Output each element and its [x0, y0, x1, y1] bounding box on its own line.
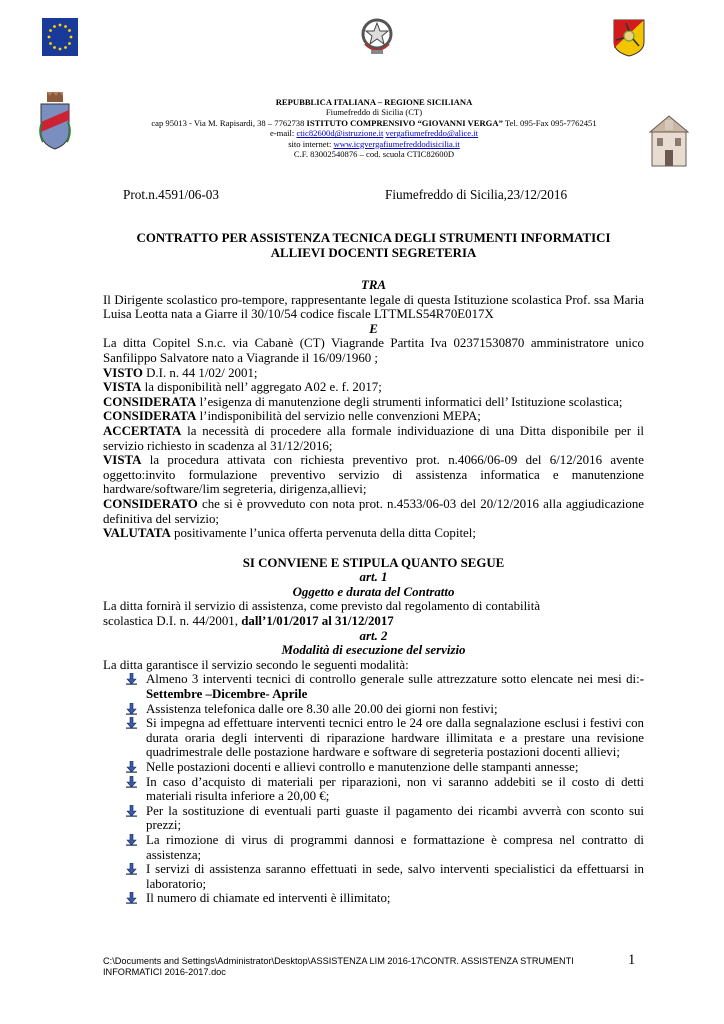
letterhead — [110, 97, 638, 159]
list-item: In caso d’acquisto di materiali per riparazioni, non vi saranno addebiti se il costo di detti materiali risulta inferiore a 20,00 €; — [103, 775, 644, 804]
art1-number: art. 1 — [359, 570, 388, 585]
school-name: ISTITUTO COMPRENSIVO “GIOVANNI VERGA” — [306, 117, 503, 128]
contract-title — [103, 231, 644, 260]
letterhead-site: sito internet: www.icgvergafiumefreddodisicilia.it — [288, 138, 460, 149]
art2-title: Modalità di esecuzione del servizio — [281, 643, 466, 658]
list-item: I servizi di assistenza saranno effettuati in sede, salvo interventi specialistici da effettuarsi in laboratorio; — [103, 862, 644, 891]
sicily-flag-icon — [612, 18, 646, 58]
list-item: Assistenza telefonica dalle ore 8.30 alle 20.00 dei giorni non festivi; — [103, 702, 644, 717]
letterhead-email: e-mail: ctic82600d@istruzione.it vergafiumefreddo@alice.it — [269, 128, 479, 139]
protocol-number: Prot.n.4591/06-03 — [123, 187, 219, 202]
footer-file-path: C:\Documents and Settings\Administrator\Desktop\ASSISTENZA LIM 2016-17\CONTR. ASSISTENZA STRUMENTI INFORMATICI 2016-2017.doc — [103, 956, 574, 977]
e-heading: E — [369, 321, 378, 336]
list-item: Il numero di chiamate ed interventi è illimitato; — [103, 891, 644, 906]
italian-emblem-icon — [357, 14, 397, 58]
place-date: Fiumefreddo di Sicilia,23/12/2016 — [385, 187, 568, 202]
premise-item: VISTA la disponibilità nell’ aggregato A02 e. f. 2017; — [103, 380, 382, 395]
letterhead-town: Fiumefreddo di Sicilia (CT) — [325, 107, 423, 118]
arrow-bullet-icon — [125, 805, 138, 821]
service-modalities-list — [103, 672, 644, 906]
premise-item: VALUTATA positivamente l’unica offerta pervenuta della ditta Copitel; — [103, 526, 476, 541]
premise-keyword: CONSIDERATA — [103, 409, 197, 424]
contract-period: dall’1/01/2017 al 31/12/2017 — [241, 614, 394, 629]
party-1: Il Dirigente scolastico pro-tempore, rappresentante legale di questa Istituzione scolastica Prof. ssa Maria Luisa Leotta nata a Giarre il 30/10/54 codice fiscale LTTMLS54R70E017X — [103, 292, 644, 322]
premise-item: CONSIDERATO che si è provveduto con nota prot. n.4533/06-03 del 20/12/2016 alla aggiudicazione definitiva del servizio; — [103, 496, 644, 526]
email-link-2[interactable]: vergafiumefreddo@alice.it — [385, 128, 479, 139]
arrow-bullet-icon — [125, 717, 138, 733]
premise-keyword: VISTO — [103, 365, 143, 380]
party-2: La ditta Copitel S.n.c. via Cabanè (CT) Viagrande Partita Iva 02371530870 amministratore unico Sanfilippo Salvatore nato a Viagrande il 16/09/1960 ; — [103, 336, 644, 365]
eu-flag-icon — [42, 18, 78, 56]
list-item: Si impegna ad effettuare interventi tecnici entro le 24 ore dalla segnalazione esclusi i festivi con durata oraria degli interventi di riparazione hardware illimitata e a prestare una revisione quadrimestrale delle postazione hardware e software di segreteria postazioni docenti allievi; — [103, 716, 644, 760]
list-item: Almeno 3 interventi tecnici di controllo generale sulle attrezzature sotto elencate nei mesi di:- Settembre –Dicembre- Aprile — [103, 672, 644, 701]
art2-number: art. 2 — [359, 628, 388, 643]
premise-item: ACCERTATA la necessità di procedere alla formale individuazione di una Ditta disponibile per il servizio richiesto in scadenza al 31/12/2016; — [103, 423, 644, 453]
website-link[interactable]: www.icgvergafiumefreddodisicilia.it — [333, 138, 460, 149]
agreement-heading: SI CONVIENE E STIPULA QUANTO SEGUE — [242, 555, 505, 570]
page-number: 1 — [628, 952, 636, 968]
arrow-bullet-icon — [125, 834, 138, 850]
contract-body — [103, 278, 644, 906]
email-link-1[interactable]: ctic82600d@istruzione.it — [296, 128, 384, 139]
premise-keyword: ACCERTATA — [103, 423, 182, 438]
letterhead-codes: C.F. 83002540876 – cod. scuola CTIC82600D — [293, 149, 455, 160]
premise-item: VISTO D.I. n. 44 1/02/ 2001; — [103, 365, 258, 380]
art1-text: La ditta fornirà il servizio di assistenza, come previsto dal regolamento di contabilità scolastica D.I. n. 44/2001, dall’1/01/2017 al 31/12/2017 — [103, 599, 541, 629]
premise-keyword: CONSIDERATA — [103, 394, 197, 409]
tra-heading: TRA — [360, 278, 387, 292]
school-building-icon — [648, 112, 690, 168]
arrow-bullet-icon — [125, 673, 138, 689]
premise-keyword: VISTA — [103, 380, 142, 395]
arrow-bullet-icon — [125, 863, 138, 879]
premise-keyword: CONSIDERATO — [103, 496, 198, 511]
contract-title-line2: ALLIEVI DOCENTI SEGRETERIA — [270, 245, 477, 260]
arrow-bullet-icon — [125, 776, 138, 792]
premise-item: VISTA la procedura attivata con richiesta preventivo prot. n.4066/06-09 del 6/12/2016 avente oggetto:invito formulazione preventivo servizio di assistenza informatica e manutenzione hardware/software/lim segreteria, dirigenza,allievi; — [103, 453, 644, 497]
premise-item: CONSIDERATA l’esigenza di manutenzione degli strumenti informatici dell’ Istituzione scolastica; — [103, 394, 623, 409]
premise-keyword: VALUTATA — [103, 526, 171, 541]
arrow-bullet-icon — [125, 892, 138, 908]
letterhead-region: REPUBBLICA ITALIANA – REGIONE SICILIANA — [275, 97, 473, 107]
list-item: Per la sostituzione di eventuali parti guaste il pagamento dei ricambi avverrà con sconto sui prezzi; — [103, 804, 644, 833]
visit-months: - Settembre –Dicembre- Aprile — [146, 672, 644, 702]
premise-item: CONSIDERATA l’indisponibilità del servizio nelle convenzioni MEPA; — [103, 409, 481, 424]
art1-title: Oggetto e durata del Contratto — [292, 584, 455, 599]
art2-intro: La ditta garantisce il servizio secondo le seguenti modalità: — [103, 657, 409, 672]
list-item: La rimozione di virus di programmi dannosi e formattazione è compresa nel contratto di assistenza; — [103, 833, 644, 862]
premise-keyword: VISTA — [103, 453, 142, 468]
letterhead-address: cap 95013 - Via M. Rapisardi, 38 – 7762738 ISTITUTO COMPRENSIVO “GIOVANNI VERGA” Tel. 095-Fax 095-7762451 — [151, 117, 597, 128]
list-item: Nelle postazioni docenti e allievi controllo e manutenzione delle stampanti annesse; — [103, 760, 644, 775]
premises-list — [103, 366, 644, 541]
contract-title-line1: CONTRATTO PER ASSISTENZA TECNICA DEGLI STRUMENTI INFORMATICI — [136, 231, 611, 245]
town-crest-icon — [38, 92, 72, 152]
